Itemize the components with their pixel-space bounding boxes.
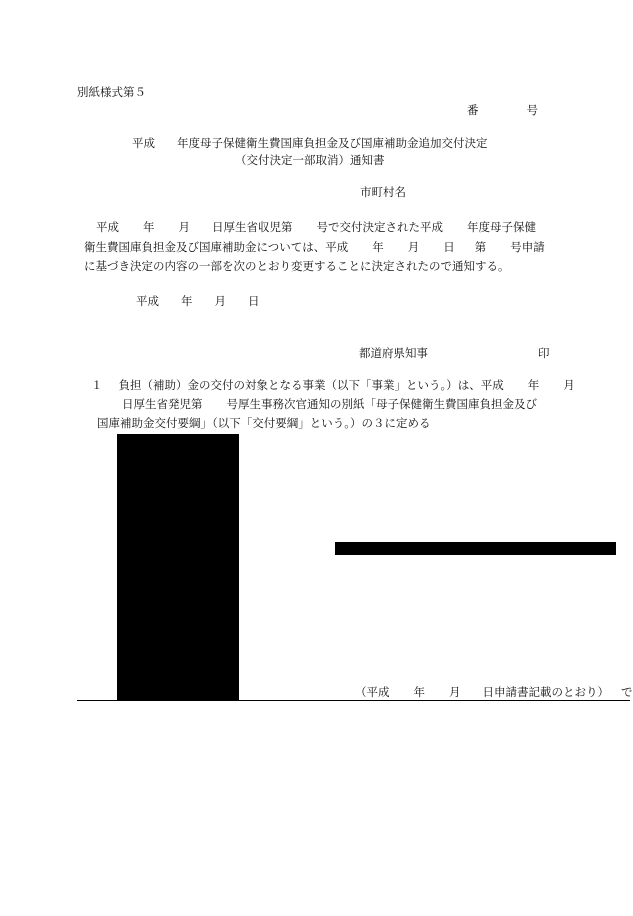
item-1-line-3: 国庫補助金交付要綱」（以下「交付要綱」という。）の３に定める: [97, 416, 431, 430]
document-number: [467, 104, 538, 118]
redaction-block-horizontal: [335, 542, 616, 555]
title-line-1: 平成 年度母子保健衛生費国庫負担金及び国庫補助金追加交付決定: [132, 136, 488, 150]
title-line-2: （交付決定一部取消）通知書: [235, 153, 385, 167]
item-number: １: [91, 378, 103, 392]
paragraph-line-1: 平成 年 月 日厚生省収児第 号で交付決定された平成 年度母子保健: [96, 220, 536, 234]
ban-label: 番: [467, 103, 479, 117]
seal-mark: 印: [538, 346, 550, 360]
item-1-line-2: 日厚生省発児第 号厚生事務次官通知の別紙「母子保健衛生費国庫負担金及び: [122, 397, 537, 411]
paragraph-line-3: に基づき決定の内容の一部を次のとおり変更することに決定されたので通知する。: [84, 259, 510, 273]
application-date-note: （平成 年 月 日申請書記載のとおり） で: [355, 685, 633, 699]
issue-date: 平成 年 月 日: [136, 294, 260, 308]
redaction-block-vertical: [117, 434, 239, 700]
item-1-line-1: １ 負担（補助）金の交付の対象となる事業（以下「事業」という。）は、平成 年 月: [91, 378, 575, 392]
form-number: 別紙様式第５: [77, 85, 146, 99]
recipient-name: 市町村名: [360, 185, 406, 199]
go-label: 号: [526, 103, 538, 117]
paragraph-line-2: 衛生費国庫負担金及び国庫補助金については、平成 年 月 日 第 号申請: [84, 240, 545, 254]
underline-rule: [77, 700, 630, 701]
signer-title: 都道府県知事: [359, 346, 428, 360]
